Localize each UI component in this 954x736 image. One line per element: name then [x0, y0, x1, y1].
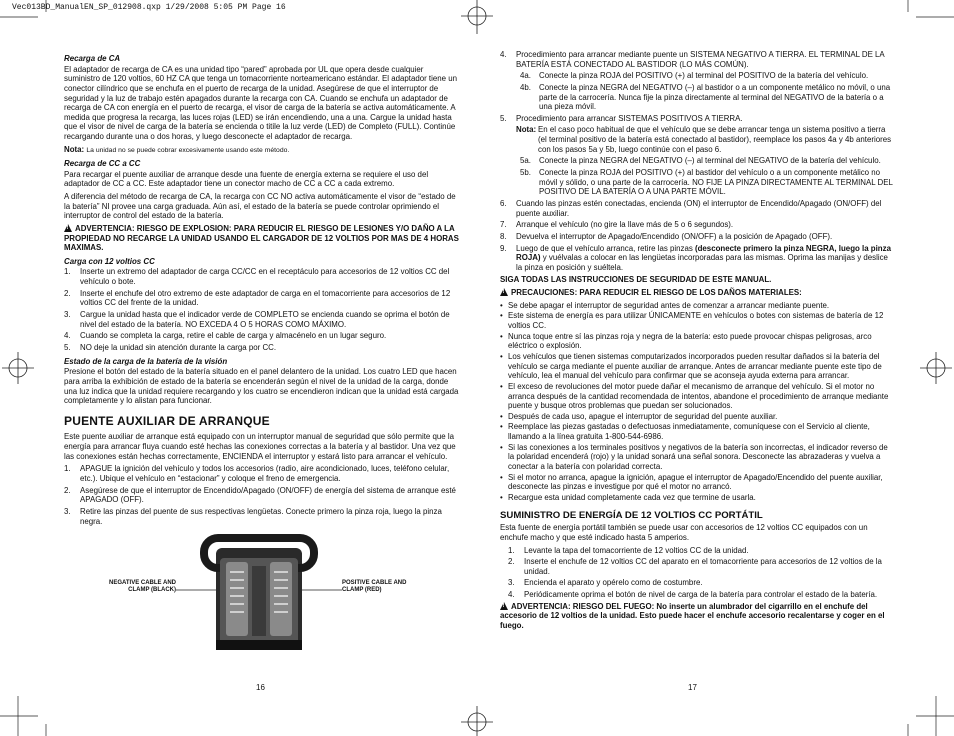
item-number: 1.: [508, 545, 515, 555]
list-item: [508, 557, 894, 576]
item-number: 8.: [500, 231, 507, 241]
bullet-text: Si las conexiones a los terminales positivos y negativos de la batería son incorrectas, el indicador reverso de la polaridad encenderá (rojo) y la unidad sonará una señal sonora. Desconecte las abrazaderas y vuelva a conectar a la batería con polaridad correcta.: [508, 442, 888, 471]
list-item: [64, 289, 460, 308]
nota-block: [516, 125, 894, 154]
item-9-text-bold: (desconecte primero la pinza NEGRA, luego la pinza ROJA): [516, 243, 891, 263]
section-title-estado: Estado de la carga de la batería de la visión: [64, 356, 228, 366]
bullet-text: El exceso de revoluciones del motor puede dañar el mecanismo de arranque del vehículo. Si el motor no arranca después de la cantidad recomendada de intentos, abandone el procedimiento de arranque mediante puente y busque otros problemas que puedan ser solucionados.: [508, 381, 889, 411]
nota-line: [64, 145, 460, 155]
bullet-icon: •: [500, 311, 503, 321]
item-text: Periódicamente oprima el botón de nivel de carga de la batería para controlar el estado de la batería.: [524, 590, 878, 600]
item-9-text-a: Luego de que el vehículo arranca, retire las pinzas: [516, 243, 695, 253]
section-title-puente: PUENTE AUXILIAR DE ARRANQUE: [64, 413, 270, 428]
item-number: 4.: [508, 590, 515, 600]
item-text: Inserte el enchufe de 12 voltios CC del aparato en el tomacorriente para accesorios de 12 voltios de la unidad.: [524, 557, 882, 576]
estado-paragraph: Presione el botón del estado de la batería situado en el panel delantero de la unidad. Los cuatro LED que hacen para arriba la exhibición de estado de la batería se encenderán según el nivel de la unidad de la carga, donde una luz indica que la unidad requiere recargando y los cuatro se encendieron indican que la unidad está cargada completamente y lo alistan para funcionar.: [64, 367, 459, 406]
list-item: [508, 546, 894, 556]
bullet-icon: •: [500, 442, 503, 452]
item-number: 2.: [64, 288, 71, 298]
list-item: [64, 486, 460, 505]
sub-item: [520, 83, 894, 112]
list-item: [500, 220, 894, 230]
item-text: Retire las pinzas del puente de sus respectivas lengüetas. Conecte primero la pinza roja, luego la pinza negra.: [80, 506, 442, 526]
item-text: Cuando se completa la carga, retire el cable de carga y almacénelo en un lugar seguro.: [80, 331, 387, 341]
bullet-icon: •: [500, 492, 503, 502]
item-number: 9.: [500, 243, 507, 253]
item-number: 6.: [500, 198, 507, 208]
bullet-item: [500, 493, 894, 503]
puente-paragraph: Este puente auxiliar de arranque está equipado con un interruptor manual de seguridad que sólo permite que la energía para arrancar fluya cuando esté hechas las conexiones correctas a la batería y al bastidor. Una vez que las conexiones están hechas correctamente, ENCIENDA el interruptor y estará listo para arrancar el vehículo.: [64, 432, 456, 461]
item-text: Asegúrese de que el interruptor de Encendido/Apagado (ON/OFF) de energía del sistema de arranque esté APAGADO (OFF).: [80, 485, 456, 505]
file-header: Vec013BD_ManualEN_SP_012908.qxp 1/29/2008 5:05 PM Page 16: [12, 3, 286, 12]
list-item: [64, 267, 460, 286]
item-text: Procedimiento para arrancar SISTEMAS POSITIVOS A TIERRA.: [516, 113, 743, 123]
list-item: [64, 331, 460, 341]
bullet-item: [500, 301, 894, 311]
item-number: 3.: [508, 578, 515, 588]
precauciones-text: PRECAUCIONES: PARA REDUCIR EL RIESGO DE LOS DAÑOS MATERIALES:: [511, 288, 802, 298]
item-text: Inserte el enchufe del otro extremo de este adaptador de carga en el tomacorriente para accesorios de 12 voltios CC del frente de la unidad.: [80, 288, 451, 308]
list-item: [64, 310, 460, 329]
item-number: 4b.: [520, 82, 531, 92]
warning-fuego-text: ADVERTENCIA: RIESGO DEL FUEGO: No inserte un alumbrador del cigarrillo en el enchufe del accesorio de 12 voltios de la unidad. Esto puede hacer el enchufe accesorio recalentarse y coger en el fuego.: [500, 601, 885, 631]
bullet-text: Se debe apagar el interruptor de seguridad antes de comenzar a arrancar mediante puente.: [508, 300, 830, 310]
bullet-icon: •: [500, 422, 503, 432]
bullet-item: [500, 352, 894, 381]
item-text: Cargue la unidad hasta que el indicador verde de COMPLETO se encienda cuando se oprima el botón de nivel del estado de la batería. NO EXCEDA 4 O 5 HORAS COMO MÁXIMO.: [80, 310, 450, 329]
list-item: [500, 114, 894, 124]
bullet-icon: •: [500, 472, 503, 482]
item-number: 4a.: [520, 71, 531, 81]
item-number: 1.: [64, 267, 71, 277]
sub-item: [520, 168, 894, 197]
list-item: [64, 343, 460, 353]
bullet-text: Recargue esta unidad completamente cada vez que termine de usarla.: [508, 492, 756, 502]
item-text: Conecte la pinza NEGRA del NEGATIVO (–) al terminal del NEGATIVO de la batería del vehículo.: [539, 156, 881, 166]
sub-item: [520, 156, 894, 166]
item-text: Arranque el vehículo (no gire la llave más de 5 o 6 segundos).: [516, 220, 734, 230]
sub-item: [520, 71, 894, 81]
bullet-text: Los vehículos que tienen sistemas computarizados incorporados pueden resultar dañados si la batería del vehículo se carga mediante el puente auxiliar de arranque. Antes de arrancar mediante puente este tipo de vehículo, lea el manual del vehículo para confirmar que se aconseja ayuda externa para arrancar.: [508, 351, 882, 381]
carga-12v-list: [64, 267, 460, 352]
list-item: [64, 464, 460, 483]
nota-text: En el caso poco habitual de que el vehículo que se debe arrancar tenga un sistema positivo a tierra (el terminal positivo de la batería está conectado al bastidor), reemplace los pasos 4a y 4b anteriores con los pasos 5a y 5b, luego continúe con el paso 6.: [538, 125, 892, 154]
bullet-item: [500, 382, 894, 411]
section-title-suministro: SUMINISTRO DE ENERGÍA DE 12 VOLTIOS CC PORTÁTIL: [500, 509, 763, 521]
warning-triangle-icon: [500, 288, 508, 296]
page-number-left: 16: [256, 683, 265, 692]
bullet-item: [500, 412, 894, 422]
warning-triangle-icon: [64, 224, 72, 232]
warning-explosion-text: ADVERTENCIA: RIESGO DE EXPLOSION: PARA REDUCIR EL RIESGO DE LESIONES Y/O DAÑO A LA PROPIEDAD NO RECARGE LA UNIDAD USANDO EL CARGADOR DE 12 VOLTIOS POR MAS DE 4 HORAS MAXIMAS.: [64, 223, 459, 253]
nota-text: La unidad no se puede cobrar excesivamente usando este método.: [86, 146, 290, 154]
recarga-cc-paragraph-1: Para recargar el puente auxiliar de arranque desde una fuente de energía externa se requiere el uso del adaptador de CC a CC. Este adaptador tiene un conector macho de CC a CC a cada extremo.: [64, 169, 429, 189]
negative-cable-label: NEGATIVE CABLE AND CLAMP (BLACK): [108, 580, 176, 594]
item-number: 5b.: [520, 168, 531, 178]
item-number: 2.: [508, 557, 515, 567]
item-number: 5.: [64, 342, 71, 352]
bullet-item: [500, 473, 894, 492]
item-number: 7.: [500, 220, 507, 230]
list-item: [508, 578, 894, 588]
bullet-text: Nunca toque entre sí las pinzas roja y negra de la batería: esto puede provocar chispas peligrosas, arco eléctrico o explosión.: [508, 331, 872, 351]
list-item: [500, 50, 894, 69]
item-9-text-c: y vuélvalas a colocar en las lengüetas incorporadas para las mismas. Oprima las manijas y deslice la pinza en posición y suéltela.: [516, 253, 888, 272]
list-item: [64, 507, 460, 526]
item-text: Devuelva el interruptor de Apagado/Encendido (ON/OFF) a la posición de Apagado (OFF).: [516, 231, 833, 241]
bullet-item: [500, 443, 894, 472]
bullet-icon: •: [500, 411, 503, 421]
bullet-icon: •: [500, 300, 503, 310]
jump-starter-figure: [64, 532, 460, 650]
item-text: Inserte un extremo del adaptador de carga CC/CC en el receptáculo para accesorios de 12 voltios CC del vehículo o bote.: [80, 267, 450, 287]
suministro-list: [500, 546, 894, 600]
nota-label: Nota:: [64, 144, 85, 154]
item-text: Procedimiento para arrancar mediante puente un SISTEMA NEGATIVO A TIERRA. EL TERMINAL DE LA BATERÍA ESTÁ CONECTADO AL BASTIDOR (LO MÁS COMÚN).: [516, 50, 885, 69]
item-text: Encienda el aparato y opérelo como de costumbre.: [524, 578, 703, 588]
bullet-icon: •: [500, 351, 503, 361]
item-number: 5.: [500, 113, 507, 123]
bullet-item: [500, 332, 894, 351]
bullet-icon: •: [500, 381, 503, 391]
item-text: Conecte la pinza ROJA del POSITIVO (+) al bastidor del vehículo o a un componente metálico no móvil y sólido, o una parte de la carrocería. NO FIJE LA PINZA DIRECTAMENTE AL TERMINAL DEL POSITIVO DE LA BATERÍA O A UNA PARTE MÓVIL.: [539, 168, 893, 197]
item-text: Levante la tapa del tomacorriente de 12 voltios CC de la unidad.: [524, 545, 749, 555]
precauciones-heading: [500, 288, 894, 298]
positive-cable-label: POSITIVE CABLE AND CLAMP (RED): [342, 580, 407, 594]
item-number: 1.: [64, 464, 71, 474]
item-number: 3.: [64, 506, 71, 516]
warning-triangle-icon: [500, 602, 508, 610]
recarga-ca-paragraph: El adaptador de recarga de CA es una unidad tipo “pared” aprobada por UL que opera desde cualquier suministro de 120 voltios, 60 HZ CA que tenga un tomacorriente norteamericano estándar. El adaptador tiene un conector cilíndrico que se enchufa en el puerto de recarga de la unidad. Asegúrese de que el interruptor de seguridad y la luz de trabajo estén apagados durante la recarga con CA. Cuando se enchufa un adaptador de recarga de CA con energía en el puerto de recarga, el visor de carga de la batería se activa automáticamente. A medida que progresa la recarga, las luces rojas (LED) se irán encendiendo, una a una. Cargue la unidad hasta que el visor de nivel de carga de la batería se encienda o titile la luz verde (LED) de Completo (FULL). Continúe recargando durante una o dos horas, y luego desconecte el adaptador de recarga.: [64, 64, 458, 142]
bullet-icon: •: [500, 331, 503, 341]
item-number: 2.: [64, 485, 71, 495]
section-title-recarga-cc: Recarga de CC a CC: [64, 159, 141, 169]
item-text: [516, 244, 894, 273]
left-page: [64, 50, 460, 650]
item-text: Cuando las pinzas estén conectadas, encienda (ON) el interruptor de Encendido/Apagado (ON/OFF) del puente auxiliar.: [516, 198, 882, 218]
item-number: 4.: [64, 331, 71, 341]
recarga-cc-paragraph-2: A diferencia del método de recarga de CA, la recarga con CC NO activa automáticamente el visor de “estado de la batería” NI provee una carga graduada. Aún así, el estado de la batería se puede controlar oprimiendo el interruptor de control del estado de la batería.: [64, 191, 456, 221]
nota-label: Nota:: [516, 125, 537, 135]
section-title-carga-12v: Carga con 12 voltios CC: [64, 256, 155, 266]
list-item: [500, 244, 894, 273]
warning-explosion: [64, 224, 460, 253]
section-title-recarga-ca: Recarga de CA: [64, 54, 121, 63]
list-item: [508, 590, 894, 600]
list-item: [500, 232, 894, 242]
bullet-item: [500, 422, 894, 441]
list-item: [500, 199, 894, 218]
bullet-text: Después de cada uso, apague el interruptor de seguridad del puente auxiliar.: [508, 411, 778, 421]
bullet-item: [500, 311, 894, 330]
suministro-paragraph: Esta fuente de energía portátil también se puede usar con accesorios de 12 voltios CC equipados con un enchufe macho y que esté indicado hasta 5 amperios.: [500, 523, 868, 542]
siga-line: SIGA TODAS LAS INSTRUCCIONES DE SEGURIDAD DE ESTE MANUAL.: [500, 275, 772, 285]
page-number-right: 17: [688, 683, 697, 692]
bullet-text: Este sistema de energía es para utilizar ÚNICAMENTE en vehículos o botes con sistemas de batería de 12 voltios CC.: [508, 311, 884, 331]
item-text: APAGUE la ignición del vehículo y todos los accesorios (radio, aire acondicionado, luces, teléfono celular, etc.). Ubique el vehículo en “estacionar” y coloque el freno de emergencia.: [80, 464, 450, 483]
puente-list: [64, 464, 460, 526]
bullet-text: Reemplace las piezas gastadas o defectuosas inmediatamente, comuníquese con el Servicio al cliente, llamando a la línea gratuita 1-800-544-6986.: [508, 422, 870, 442]
item-number: 5a.: [520, 156, 531, 166]
bullet-text: Si el motor no arranca, apague la ignición, apague el interruptor de Apagado/Encendido del puente auxiliar, desconecte las pinzas e investigue por qué el motor no arrancó.: [508, 472, 883, 492]
item-text: Conecte la pinza ROJA del POSITIVO (+) al terminal del POSITIVO de la batería del vehículo.: [539, 71, 869, 81]
jump-starter-illustration: [176, 532, 342, 650]
item-text: NO deje la unidad sin atención durante la carga por CC.: [80, 342, 277, 352]
item-text: Conecte la pinza NEGRA del NEGATIVO (–) al bastidor o a un componente metálico no móvil, o una parte de la carrocería. Nunca fije la pinza directamente al terminal del NEGATIVO de la batería o a una pieza móvil.: [539, 82, 891, 112]
right-page: [500, 50, 894, 634]
warning-fuego: [500, 602, 894, 631]
precauciones-list: [500, 301, 894, 503]
item-number: 3.: [64, 310, 71, 320]
item-number: 4.: [500, 50, 507, 59]
